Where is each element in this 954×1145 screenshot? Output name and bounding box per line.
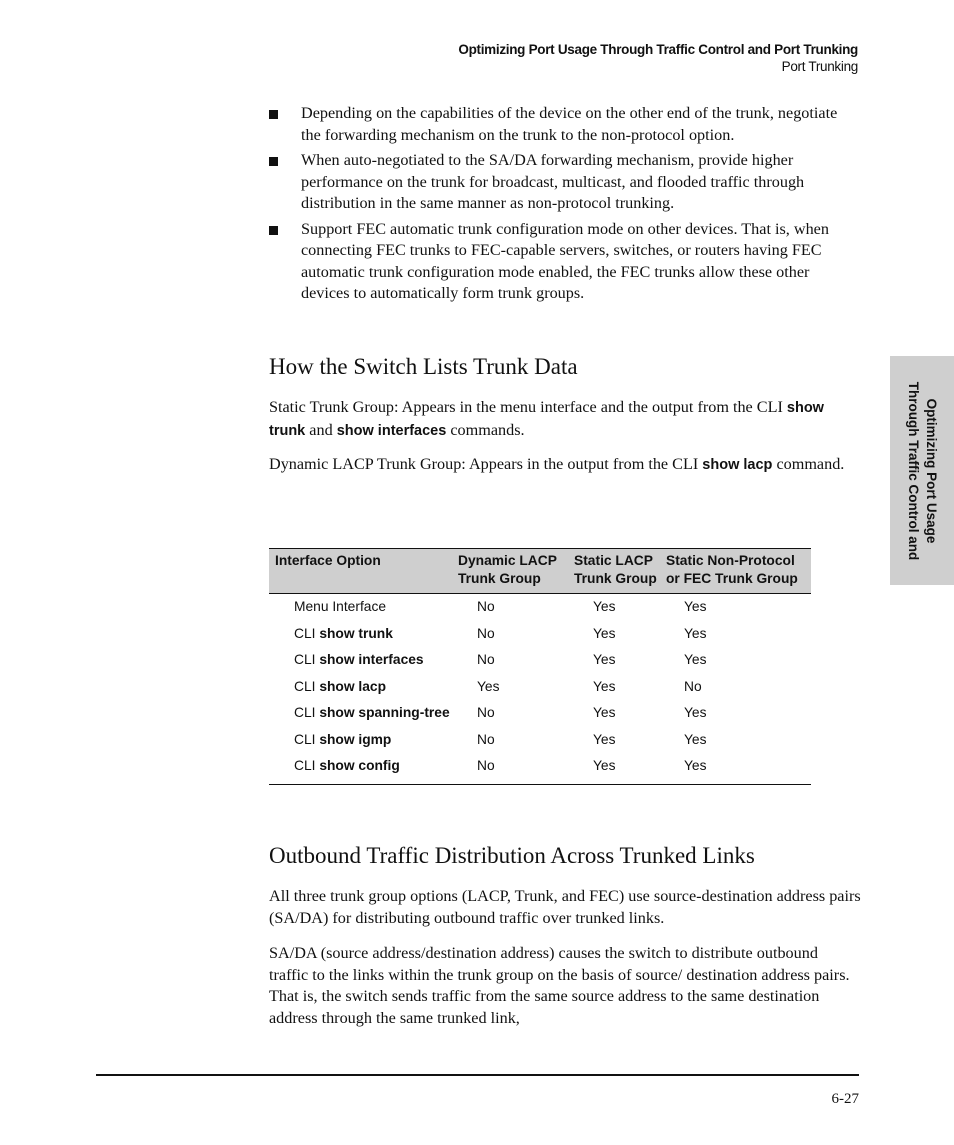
table-cell: Yes	[684, 625, 707, 641]
text-run: Dynamic LACP Trunk Group: Appears in the output from the CLI	[269, 455, 703, 473]
command-text: show igmp	[319, 731, 392, 747]
table-body	[269, 594, 811, 785]
table-row	[269, 621, 811, 648]
command-text: show lacp	[319, 678, 387, 694]
table-cell: Yes	[593, 758, 616, 773]
tab-line: Through Traffic Control and	[906, 381, 921, 560]
table-cell: Yes	[593, 652, 616, 667]
table-cell: No	[477, 625, 495, 641]
trunk-data-table	[269, 548, 811, 785]
bullet-item	[269, 219, 861, 305]
cell-text: CLI	[294, 625, 320, 641]
table-cell: No	[477, 599, 495, 614]
tab-line: Optimizing Port Usage	[924, 398, 939, 543]
interface-option-cell	[294, 674, 386, 701]
bullet-item	[269, 150, 861, 215]
square-bullet-icon	[269, 110, 278, 119]
cell-text: CLI	[294, 678, 320, 694]
bullet-text: Depending on the capabilities of the device on the other end of the trunk, negotiate the forwarding mechanism on the trunk to the non-protocol option.	[301, 104, 838, 144]
command-text: show interfaces	[336, 422, 447, 439]
cell-text: CLI	[294, 705, 320, 720]
text-run: command.	[772, 455, 845, 473]
paragraph	[269, 397, 861, 442]
command-text: show spanning-tree	[319, 705, 450, 720]
bullet-text: Support FEC automatic trunk configuration mode on other devices. That is, when connecting FEC trunks to FEC-capable servers, switches, or routers having FEC automatic trunk configuration mode enabled, the FEC trunks allow these other devices to automatically form trunk groups.	[301, 219, 829, 302]
chapter-tab-label	[904, 371, 940, 571]
square-bullet-icon	[269, 226, 278, 235]
chapter-thumb-tab	[890, 356, 954, 585]
table-cell: No	[477, 652, 495, 667]
command-text: show lacp	[702, 457, 773, 473]
table-cell: Yes	[593, 599, 616, 614]
paragraph: All three trunk group options (LACP, Trunk, and FEC) use source-destination address pairs (SA/DA) for distributing outbound traffic over trunked links.	[269, 887, 861, 927]
column-header: Dynamic LACP Trunk Group	[458, 553, 557, 586]
command-text: show trunk	[269, 400, 824, 439]
table-row	[269, 753, 811, 780]
interface-option-cell	[294, 753, 400, 780]
interface-option-cell	[294, 647, 424, 674]
table-cell: Yes	[684, 731, 707, 747]
table-cell: Yes	[593, 731, 616, 747]
table-cell: Yes	[593, 705, 616, 720]
table-cell: Yes	[477, 678, 500, 694]
text-run: and	[305, 420, 337, 439]
column-header: Static LACP Trunk Group	[574, 553, 657, 586]
interface-option-cell	[294, 700, 450, 727]
text-run: commands.	[446, 420, 525, 439]
table-row	[269, 727, 811, 754]
table-row	[269, 674, 811, 701]
section-title: Port Trunking	[781, 59, 858, 74]
command-text: show config	[319, 758, 400, 773]
column-header: Static Non-Protocol or FEC Trunk Group	[666, 553, 798, 586]
paragraph: SA/DA (source address/destination address) causes the switch to distribute outbound traffic to the links within the trunk group on the basis of source/ destination address pairs. That is, the switch sends traffic from the same source address to the same destination address through the same trunked link,	[269, 944, 850, 1027]
chapter-title: Optimizing Port Usage Through Traffic Control and Port Trunking	[458, 42, 858, 57]
table-cell: Yes	[684, 599, 707, 614]
table-cell: No	[684, 678, 702, 694]
table-header	[269, 548, 811, 594]
table-cell: Yes	[684, 758, 707, 773]
section-heading: Outbound Traffic Distribution Across Trunked Links	[269, 843, 755, 868]
bullet-text: When auto-negotiated to the SA/DA forwarding mechanism, provide higher performance on the trunk for broadcast, multicast, and flooded traffic through distribution in the same manner as non-protocol trunking.	[301, 151, 805, 212]
bullet-list	[269, 103, 861, 309]
table-cell: Yes	[593, 678, 616, 694]
interface-option-cell	[294, 594, 386, 621]
cell-text: CLI	[294, 758, 320, 773]
command-text: show trunk	[319, 625, 393, 641]
square-bullet-icon	[269, 157, 278, 166]
bullet-item	[269, 103, 861, 146]
cell-text: CLI	[294, 652, 320, 667]
cell-text: CLI	[294, 731, 320, 747]
table-cell: No	[477, 758, 495, 773]
table-cell: No	[477, 731, 495, 747]
column-header: Interface Option	[275, 553, 381, 568]
table-cell: Yes	[684, 705, 707, 720]
interface-option-cell	[294, 621, 393, 648]
table-cell: No	[477, 705, 495, 720]
table-cell: Yes	[593, 625, 616, 641]
running-header	[458, 41, 858, 75]
table-row	[269, 594, 811, 621]
table-row	[269, 647, 811, 674]
table-row	[269, 700, 811, 727]
section-heading: How the Switch Lists Trunk Data	[269, 354, 578, 379]
table-cell: Yes	[684, 652, 707, 667]
interface-option-cell	[294, 727, 391, 754]
text-run: Static Trunk Group: Appears in the menu interface and the output from the CLI	[269, 398, 787, 416]
page-number: 6-27	[831, 1091, 859, 1107]
paragraph	[269, 454, 861, 477]
command-text: show interfaces	[319, 652, 424, 667]
cell-text: Menu Interface	[294, 599, 387, 614]
footer-rule	[96, 1074, 859, 1076]
